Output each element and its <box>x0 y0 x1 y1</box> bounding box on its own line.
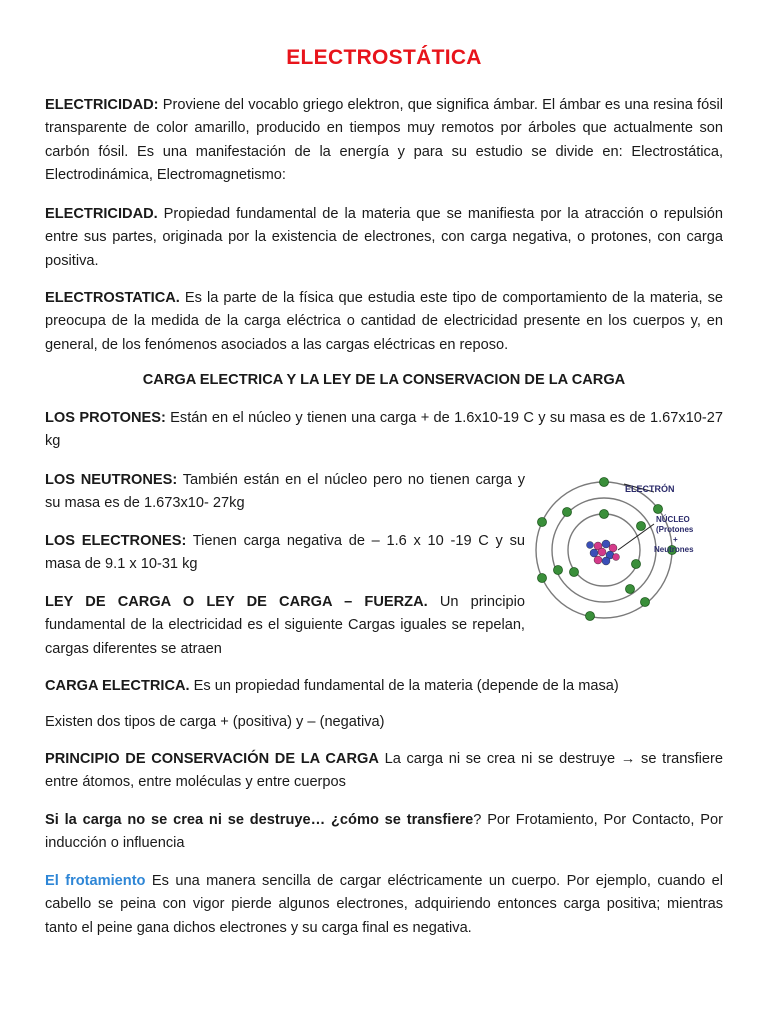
paragraph-text: Están en el núcleo y tienen una carga + de 1.6x10-19 C y su masa es de 1.67x10-27 kg <box>45 410 723 450</box>
paragraph-electricidad-propiedad <box>45 203 723 273</box>
paragraph-pregunta-transferencia <box>45 809 723 856</box>
paragraph-text: Existen dos tipos de carga + (positiva) y – (negativa) <box>45 714 385 730</box>
paragraph-text: ? Por Frotamiento, Por Contacto, Por inducción o influencia <box>45 812 723 852</box>
term-label: PRINCIPIO DE CONSERVACIÓN DE LA CARGA <box>45 751 379 767</box>
term-label: LOS NEUTRONES: <box>45 472 178 488</box>
electron <box>538 518 547 527</box>
nucleus <box>587 540 620 565</box>
page-title: ELECTROSTÁTICA <box>286 46 482 69</box>
electron <box>632 560 641 569</box>
paragraph-ley-de-carga <box>45 591 525 661</box>
paragraph-text: La carga ni se crea ni se destruye → se transfiere entre átomos, entre moléculas y entre cuerpos <box>45 751 724 791</box>
paragraph-principio-conservacion <box>45 748 723 795</box>
paragraph-frotamiento <box>45 870 723 940</box>
term-label: ELECTROSTATICA. <box>45 290 180 306</box>
paragraph-neutrones <box>45 469 525 516</box>
paragraph-text: También están en el núcleo pero no tienen carga y su masa es de 1.673x10- 27kg <box>45 472 525 512</box>
paragraph-electrones <box>45 530 525 577</box>
nucleus-label-4: Neutrones <box>654 545 694 554</box>
paragraph-electrostatica <box>45 287 723 357</box>
electron <box>641 598 650 607</box>
nucleus-label-3: + <box>673 535 678 544</box>
term-label: El frotamiento <box>45 873 146 889</box>
paragraph-text: Es un propiedad fundamental de la materia (depende de la masa) <box>189 678 619 694</box>
term-label: ELECTRICIDAD: <box>45 97 159 113</box>
paragraph-carga-electrica <box>45 675 723 698</box>
term-label: CARGA ELECTRICA. <box>45 678 190 694</box>
electron-label: ELECTRÓN <box>625 484 675 494</box>
electron <box>563 508 572 517</box>
term-label: Si la carga no se crea ni se destruye… ¿cómo se transfiere <box>45 812 474 828</box>
term-label: ELECTRICIDAD. <box>45 206 158 222</box>
nucleus-label-2: (Protones <box>656 525 694 534</box>
paragraph-text: Es una manera sencilla de cargar eléctricamente un cuerpo. Por ejemplo, cuando el cabello se peina con vigor pierde algunos electrones, adquiriendo entonces carga positiva; mientras tanto el peine gana dichos electrones y su carga final es negativa. <box>45 873 724 936</box>
paragraph-electricidad-origen <box>45 94 723 187</box>
paragraph-text: Un principio fundamental de la electricidad es el siguiente Cargas iguales se repelan, cargas diferentes se atraen <box>45 594 525 657</box>
electron <box>600 510 609 519</box>
electron <box>570 568 579 577</box>
section-heading: CARGA ELECTRICA Y LA LEY DE LA CONSERVACION DE LA CARGA <box>142 372 626 388</box>
electron <box>600 478 609 487</box>
term-label: LEY DE CARGA O LEY DE CARGA – FUERZA. <box>45 594 428 610</box>
paragraph-protones <box>45 407 723 454</box>
term-label: LOS PROTONES: <box>45 410 166 426</box>
paragraph-text: Proviene del vocablo griego elektron, que significa ámbar. El ámbar es una resina fósil transparente de color amarillo, producido en tiempos muy remotos por árboles que actualmente son carbón fósil. Es una manifestación de la energía y para su estudio se divide en: Electrostática, Electrodinámica, Electromagnetismo: <box>45 97 723 183</box>
electron <box>654 505 663 514</box>
electron <box>637 522 646 531</box>
electron <box>626 585 635 594</box>
paragraph-text: Propiedad fundamental de la materia que se manifiesta por la atracción o repulsión entre sus partes, originada por la existencia de electrones, con carga negativa, o protones, con carga positiva. <box>45 206 723 269</box>
paragraph-tipos-de-carga <box>45 711 723 734</box>
electron <box>554 566 563 575</box>
electron <box>586 612 595 621</box>
atom-diagram <box>530 474 720 624</box>
nucleus-label-1: NÚCLEO <box>656 515 690 524</box>
paragraph-text: Es la parte de la física que estudia este tipo de comportamiento de la materia, se preocupa de la medida de la carga eléctrica o cantidad de electricidad presente en los cuerpos y, en general, de los fenómenos asociados a las cargas eléctricas en reposo. <box>45 290 723 353</box>
term-label: LOS ELECTRONES: <box>45 533 187 549</box>
electron <box>538 574 547 583</box>
paragraph-text: Tienen carga negativa de – 1.6 x 10 -19 C y su masa de 9.1 x 10-31 kg <box>45 533 525 573</box>
